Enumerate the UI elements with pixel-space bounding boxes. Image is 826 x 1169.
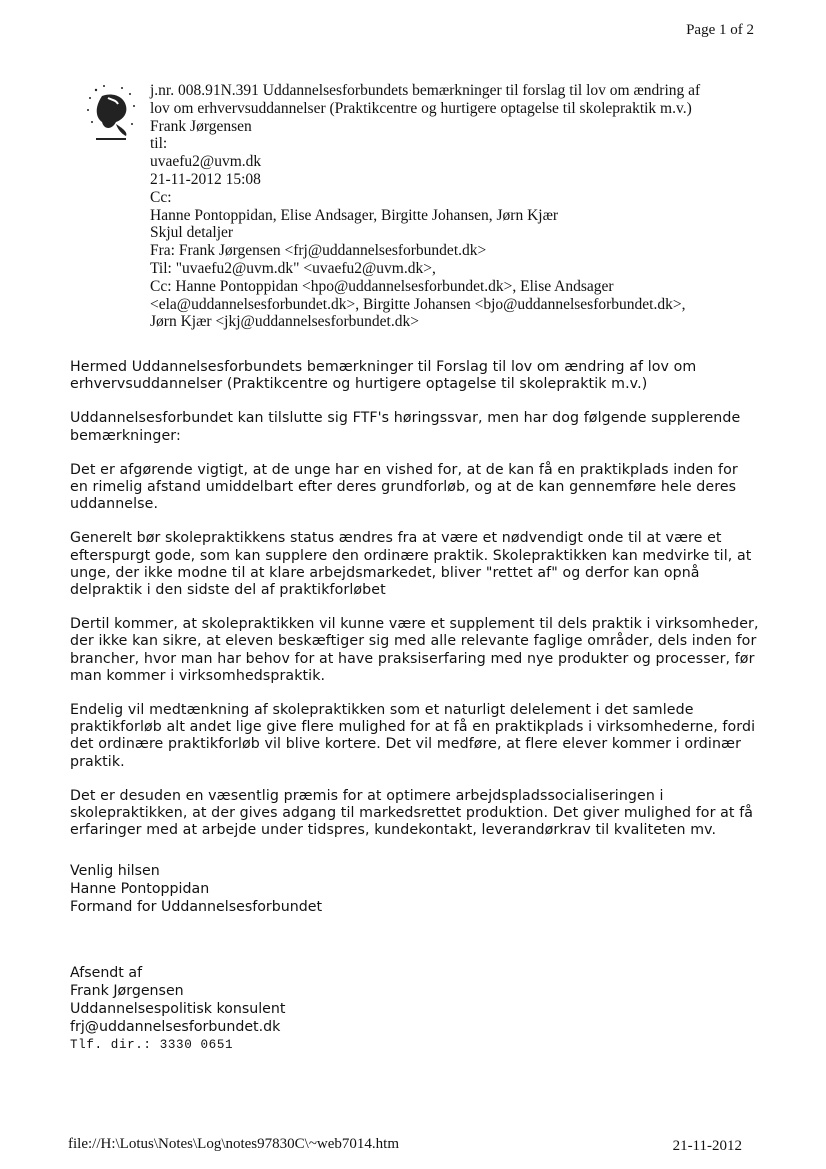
sender-email[interactable]: frj@uddannelsesforbundet.dk bbox=[70, 1019, 281, 1035]
sender-avatar-icon bbox=[82, 80, 140, 146]
paragraph: Det er afgørende vigtigt, at de unge har en vished for, at de kan få en praktikplads inden for en rimelig afstand umiddelbart efter deres grundforløb, og at de kan gennemføre hele deres uddannelse. bbox=[70, 461, 738, 513]
details-block bbox=[150, 242, 760, 331]
details-from: Fra: Frank Jørgensen <frj@uddannelsesforbundet.dk> bbox=[150, 242, 487, 260]
sender-role: Uddannelsespolitisk konsulent bbox=[70, 1001, 286, 1017]
cc-label: Cc: bbox=[150, 188, 172, 206]
details-cc: Cc: Hanne Pontoppidan <hpo@uddannelsesforbundet.dk>, Elise Andsager bbox=[150, 277, 614, 295]
email-header bbox=[150, 82, 760, 331]
details-cc: <ela@uddannelsesforbundet.dk>, Birgitte Johansen <bjo@uddannelsesforbundet.dk>, bbox=[150, 295, 686, 313]
to-label: til: bbox=[150, 135, 168, 153]
sender-phone: Tlf. dir.: 3330 0651 bbox=[70, 1038, 234, 1052]
footer-file-path: file://H:\Lotus\Notes\Log\notes97830C\~web7014.htm bbox=[68, 1136, 400, 1152]
letter-body bbox=[70, 359, 760, 856]
sender-name: Frank Jørgensen bbox=[70, 983, 184, 999]
paragraph: Det er desuden en væsentlig præmis for at optimere arbejdspladssocialiseringen i skolepraktikken, at der gives adgang til markedsrettet produktion. Det giver mulighed for at få erfaringer med at arbejde under tidspres, kundekontakt, leverandørkrav til kvaliteten mv. bbox=[70, 787, 754, 839]
details-cc: Jørn Kjær <jkj@uddannelsesforbundet.dk> bbox=[150, 313, 419, 331]
sender-label: Afsendt af bbox=[70, 965, 143, 981]
paragraph: Dertil kommer, at skolepraktikken vil kunne være et supplement til dels praktik i virksomheder, der ikke kan sikre, at eleven beskæftiger sig med alle relevante faglige områder, dels inden for brancher, hvor man har behov for at have praksiserfaring med nye produkter og processer, før man kommer i virksomhedspraktik. bbox=[70, 616, 759, 684]
details-to: Til: "uvaefu2@uvm.dk" <uvaefu2@uvm.dk>, bbox=[150, 259, 436, 277]
sender-name: Frank Jørgensen bbox=[150, 117, 252, 135]
greeting: Venlig hilsen bbox=[70, 863, 160, 879]
paragraph: Generelt bør skolepraktikkens status ændres fra at være et nødvendigt onde til at være et efterspurgt gode, som kan supplere den ordinære praktik. Skolepraktikken kan medvirke til, at unge, der ikke modne til at klare arbejdsmarkedet, bliver "rettet af" og derfor kan opnå delpraktik i den sidste del af praktikforløbet bbox=[70, 530, 752, 599]
subject-line: lov om erhvervsuddannelser (Praktikcentre og hurtigere optagelse til skolepraktik m.v.) bbox=[150, 99, 692, 117]
paragraph: Uddannelsesforbundet kan tilslutte sig FTF's høringssvar, men har dog følgende supplerende bemærkninger: bbox=[70, 410, 741, 444]
signatory-title: Formand for Uddannelsesforbundet bbox=[70, 899, 323, 915]
hide-details-link[interactable]: Skjul detaljer bbox=[150, 224, 234, 242]
signatory-name: Hanne Pontoppidan bbox=[70, 881, 210, 897]
paragraph: Endelig vil medtænkning af skolepraktikken som et naturligt delelement i det samlede praktikforløb alt andet lige give flere mulighed for at få en praktikplads i virksomhederne, fordi det ordinære praktikforløb vil blive kortere. Det vil medføre, at flere elever kommer i ordinær praktik. bbox=[70, 702, 756, 770]
page-number: Page 1 of 2 bbox=[686, 22, 754, 38]
cc-names: Hanne Pontoppidan, Elise Andsager, Birgitte Johansen, Jørn Kjær bbox=[150, 206, 559, 224]
to-address: uvaefu2@uvm.dk bbox=[150, 153, 262, 171]
signature bbox=[70, 862, 470, 916]
footer-date: 21-11-2012 bbox=[672, 1138, 742, 1154]
sender-block bbox=[70, 964, 470, 1054]
subject-line: j.nr. 008.91N.391 Uddannelsesforbundets bemærkninger til forslag til lov om ændring af bbox=[150, 82, 701, 99]
paragraph: Hermed Uddannelsesforbundets bemærkninger til Forslag til lov om ændring af lov om erhvervsuddannelser (Praktikcentre og hurtigere optagelse til skolepraktik m.v.) bbox=[70, 359, 697, 393]
sent-datetime: 21-11-2012 15:08 bbox=[150, 170, 261, 188]
